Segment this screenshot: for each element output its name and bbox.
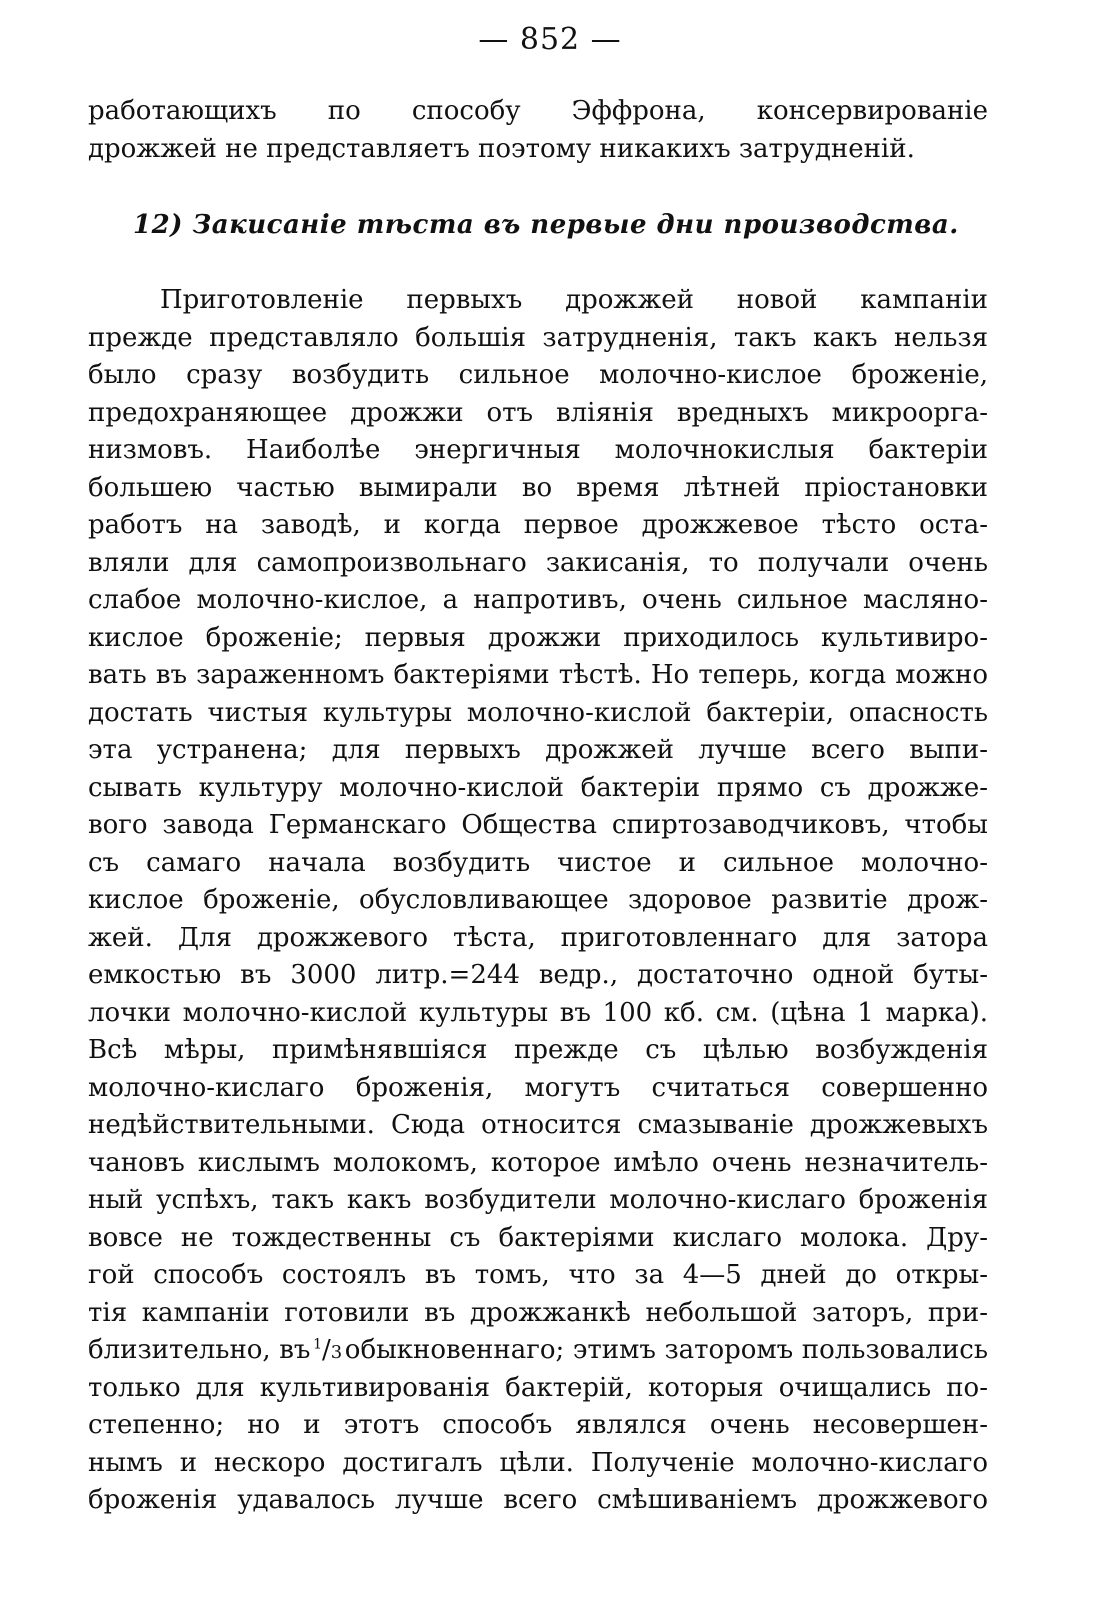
text-line: ный успѣхъ, такъ какъ возбудители молочно-кислаго броженія	[88, 1185, 988, 1215]
text-line: дрожжей не представляетъ поэтому никакихъ затрудненій.	[88, 133, 915, 164]
text-line: Всѣ мѣры, примѣнявшіяся прежде съ цѣлью возбужденія	[88, 1035, 988, 1065]
text-line: броженія удавалось лучше всего смѣшиваніемъ дрожжевого	[88, 1485, 988, 1515]
text-line: недѣйствительными. Сюда относится смазываніе дрожжевыхъ	[88, 1110, 988, 1140]
text-line: съ самаго начала возбудить чистое и сильное молочно-	[88, 847, 988, 878]
text-line: предохраняющее дрожжи отъ вліянія вредныхъ микроорга-	[88, 397, 988, 428]
text-line: кислое броженіе; первыя дрожжи приходилось культивиро-	[88, 622, 988, 653]
text-fragment: обыкновеннаго; этимъ заторомъ пользовались	[344, 1335, 988, 1365]
text-line: вать въ зараженномъ бактеріями тѣстѣ. Но теперь, когда можно	[88, 660, 988, 690]
text-line: слабое молочно-кислое, а напротивъ, очень сильное масляно-	[88, 585, 988, 615]
text-line: лочки молочно-кислой культуры въ 100 кб. см. (цѣна 1 марка).	[88, 997, 988, 1028]
text-line: вого завода Германскаго Общества спиртозаводчиковъ, чтобы	[88, 810, 988, 840]
text-line: сывать культуру молочно-кислой бактеріи прямо съ дрожже-	[88, 772, 988, 803]
text-line: вляли для самопроизвольнаго закисанія, то получали очень	[88, 547, 988, 578]
page-number: — 852 —	[478, 22, 622, 57]
text-line: работающихъ по способу Эффрона, консервированіе	[88, 96, 988, 126]
text-line: нымъ и нескоро достигалъ цѣли. Полученіе молочно-кислаго	[88, 1447, 988, 1478]
text-line: молочно-кислаго броженія, могутъ считаться совершенно	[88, 1072, 988, 1103]
fraction-numerator: 1	[313, 1336, 322, 1353]
continuation-text	[88, 93, 988, 168]
text-line: эта устранена; для первыхъ дрожжей лучше всего выпи-	[88, 735, 988, 765]
paragraph	[88, 282, 988, 1520]
text-line: емкостью въ 3000 литр.=244 ведр., достаточно одной буты-	[88, 960, 988, 990]
fraction-denominator: 3	[330, 1342, 343, 1363]
text-line: гой способъ состоялъ въ томъ, что за 4—5 дней до откры-	[88, 1260, 988, 1290]
text-line: чановъ кислымъ молокомъ, которое имѣло очень незначитель-	[88, 1147, 988, 1178]
text-line: только для культивированія бактерій, которыя очищались по-	[88, 1372, 988, 1403]
text-line-with-fraction: близительно, въ $^1$/3 обыкновеннаго; этимъ заторомъ пользовались	[88, 1335, 988, 1365]
text-fragment: близительно, въ	[88, 1335, 311, 1365]
text-line: вовсе не тождественны съ бактеріями кислаго молока. Дру-	[88, 1222, 988, 1253]
text-line: степенно; но и этотъ способъ являлся очень несовершен-	[88, 1410, 988, 1440]
text-line: жей. Для дрожжевого тѣста, приготовленнаго для затора	[88, 922, 988, 953]
text-line: большею частью вымирали во время лѣтней пріостановки	[88, 472, 988, 503]
text-line: Приготовленіе первыхъ дрожжей новой кампаніи	[160, 285, 988, 315]
text-line: кислое броженіе, обусловливающее здоровое развитіе дрож-	[88, 885, 988, 915]
text-line: было сразу возбудить сильное молочно-кислое броженіе,	[88, 360, 988, 390]
text-line: низмовъ. Наиболѣе энергичныя молочнокислыя бактеріи	[88, 435, 988, 465]
text-line: достать чистыя культуры молочно-кислой бактеріи, опасность	[88, 697, 988, 728]
text-line: тія кампаніи готовили въ дрожжанкѣ небольшой заторъ, при-	[88, 1297, 988, 1328]
text-line: прежде представляло большія затрудненія, такъ какъ нельзя	[88, 322, 988, 353]
text-line: работъ на заводѣ, и когда первое дрожжевое тѣсто оста-	[88, 510, 988, 540]
section-heading: 12) Закисаніе тѣста въ первые дни производства.	[133, 210, 959, 240]
